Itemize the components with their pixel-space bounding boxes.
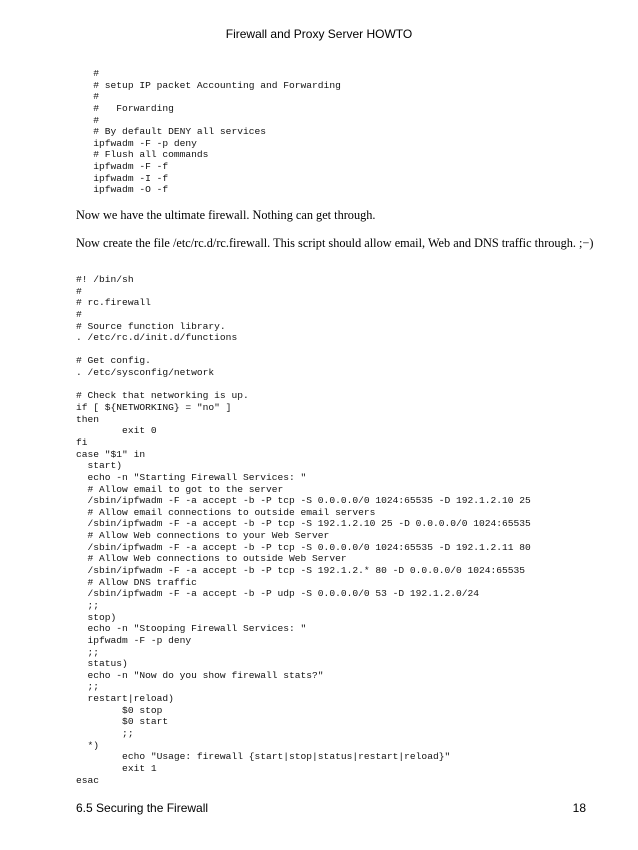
code-line bbox=[76, 379, 531, 391]
code-line: /sbin/ipfwadm -F -a accept -b -P udp -S 0.0.0.0/0 53 -D 192.1.2.0/24 bbox=[76, 588, 480, 600]
code-line: status) bbox=[76, 658, 128, 670]
code-line: stop) bbox=[76, 611, 117, 623]
code-line: ;; bbox=[76, 681, 100, 693]
code-line: /sbin/ipfwadm -F -a accept -b -P tcp -S 0.0.0.0/0 1024:65535 -D 192.1.2.11 80 bbox=[76, 541, 531, 553]
code-line: /sbin/ipfwadm -F -a accept -b -P tcp -S 192.1.2.10 25 -D 0.0.0.0/0 1024:65535 bbox=[76, 518, 531, 530]
code-line: then bbox=[76, 413, 100, 425]
code-line: # Allow email connections to outside email servers bbox=[76, 506, 376, 518]
code-line: #! /bin/sh bbox=[76, 274, 134, 285]
code-line: # Get config. bbox=[76, 355, 151, 367]
code-line: # By default DENY all services bbox=[76, 126, 266, 138]
code-line: # bbox=[76, 91, 100, 103]
code-line: . /etc/sysconfig/network bbox=[76, 367, 215, 379]
code-line: ;; bbox=[76, 646, 100, 658]
code-line: restart|reload) bbox=[76, 693, 174, 705]
paragraph-create-script: Now create the file /etc/rc.d/rc.firewall. This script should allow email, Web and DNS traffic through. ;−) bbox=[76, 236, 594, 250]
code-line: # Allow DNS traffic bbox=[76, 576, 197, 588]
footer-section-title: 6.5 Securing the Firewall bbox=[76, 801, 209, 815]
code-line: # bbox=[76, 285, 82, 297]
code-line: # Source function library. bbox=[76, 320, 226, 332]
code-line: ;; bbox=[76, 727, 134, 739]
code-line: # Flush all commands bbox=[76, 149, 209, 161]
page-number: 18 bbox=[572, 801, 586, 815]
code-line: # Forwarding bbox=[76, 102, 174, 114]
code-line: ipfwadm -F -f bbox=[76, 161, 169, 173]
code-line: # Allow Web connections to your Web Server bbox=[76, 530, 330, 542]
code-line: # bbox=[76, 68, 100, 79]
code-line: # Check that networking is up. bbox=[76, 390, 249, 402]
code-line bbox=[76, 344, 531, 356]
code-line: exit 1 bbox=[76, 762, 157, 774]
code-line: if [ ${NETWORKING} = "no" ] bbox=[76, 402, 232, 414]
code-line: case "$1" in bbox=[76, 448, 146, 460]
code-line: echo -n "Starting Firewall Services: " bbox=[76, 471, 307, 483]
code-block-rc-firewall bbox=[76, 274, 531, 786]
code-line: ipfwadm -F -p deny bbox=[76, 137, 197, 149]
code-line: ipfwadm -F -p deny bbox=[76, 634, 192, 646]
code-line: # rc.firewall bbox=[76, 297, 151, 309]
code-line: # Allow email to got to the server bbox=[76, 483, 284, 495]
code-line: /sbin/ipfwadm -F -a accept -b -P tcp -S 0.0.0.0/0 1024:65535 -D 192.1.2.10 25 bbox=[76, 495, 531, 507]
code-line: echo -n "Stooping Firewall Services: " bbox=[76, 623, 307, 635]
code-line: ;; bbox=[76, 599, 100, 611]
paragraph-ultimate-firewall: Now we have the ultimate firewall. Nothing can get through. bbox=[76, 208, 376, 222]
code-line: start) bbox=[76, 460, 123, 472]
code-line: $0 start bbox=[76, 716, 169, 728]
code-line: echo -n "Now do you show firewall stats?" bbox=[76, 669, 324, 681]
code-line: fi bbox=[76, 436, 88, 448]
code-line: # Allow Web connections to outside Web Server bbox=[76, 553, 347, 565]
code-line: # bbox=[76, 308, 82, 320]
code-line: $0 stop bbox=[76, 704, 163, 716]
code-block-accounting bbox=[76, 68, 341, 196]
page-header: Firewall and Proxy Server HOWTO bbox=[225, 27, 413, 41]
code-line: echo "Usage: firewall {start|stop|status|restart|reload}" bbox=[76, 751, 451, 763]
code-line: *) bbox=[76, 739, 100, 751]
code-line: exit 0 bbox=[76, 425, 157, 437]
code-line: /sbin/ipfwadm -F -a accept -b -P tcp -S 192.1.2.* 80 -D 0.0.0.0/0 1024:65535 bbox=[76, 565, 526, 577]
code-line: # bbox=[76, 114, 100, 126]
code-line: # setup IP packet Accounting and Forwarding bbox=[76, 79, 341, 91]
code-line: . /etc/rc.d/init.d/functions bbox=[76, 332, 238, 344]
code-line: esac bbox=[76, 774, 100, 786]
code-line: ipfwadm -I -f bbox=[76, 172, 169, 184]
code-line: ipfwadm -O -f bbox=[76, 184, 169, 196]
